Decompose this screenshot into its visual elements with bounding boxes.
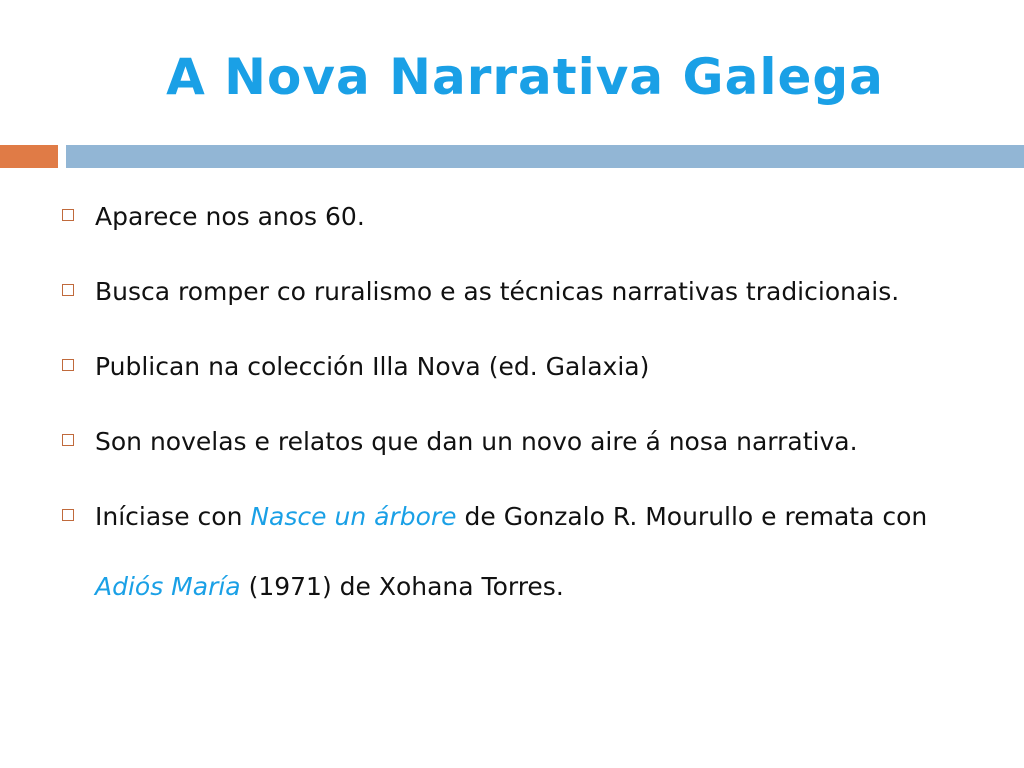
bullet-list bbox=[62, 182, 982, 627]
bullet-text-part: de Gonzalo R. Mourullo e remata con bbox=[456, 502, 928, 531]
bullet-item bbox=[62, 482, 982, 622]
bullet-text: Son novelas e relatos que dan un novo aire á nosa narrativa. bbox=[95, 427, 858, 456]
bullet-text: Aparece nos anos 60. bbox=[95, 202, 365, 231]
square-bullet-icon bbox=[62, 509, 74, 521]
bullet-item bbox=[62, 332, 982, 402]
work-title: Nasce un árbore bbox=[250, 502, 457, 531]
slide-title: A Nova Narrativa Galega bbox=[166, 48, 884, 106]
square-bullet-icon bbox=[62, 359, 74, 371]
work-title: Adiós María bbox=[95, 572, 241, 601]
accent-bar-blue bbox=[66, 145, 1024, 168]
bullet-item bbox=[62, 182, 982, 252]
square-bullet-icon bbox=[62, 434, 74, 446]
square-bullet-icon bbox=[62, 284, 74, 296]
bullet-item bbox=[62, 257, 982, 327]
bullet-text: Busca romper co ruralismo e as técnicas narrativas tradicionais. bbox=[95, 277, 900, 306]
accent-bar-orange bbox=[0, 145, 58, 168]
bullet-text-part: Iníciase con bbox=[95, 502, 251, 531]
bullet-text-part: (1971) de Xohana Torres. bbox=[240, 572, 564, 601]
bullet-text: Publican na colección Illa Nova (ed. Galaxia) bbox=[95, 352, 650, 381]
square-bullet-icon bbox=[62, 209, 74, 221]
bullet-item bbox=[62, 407, 982, 477]
